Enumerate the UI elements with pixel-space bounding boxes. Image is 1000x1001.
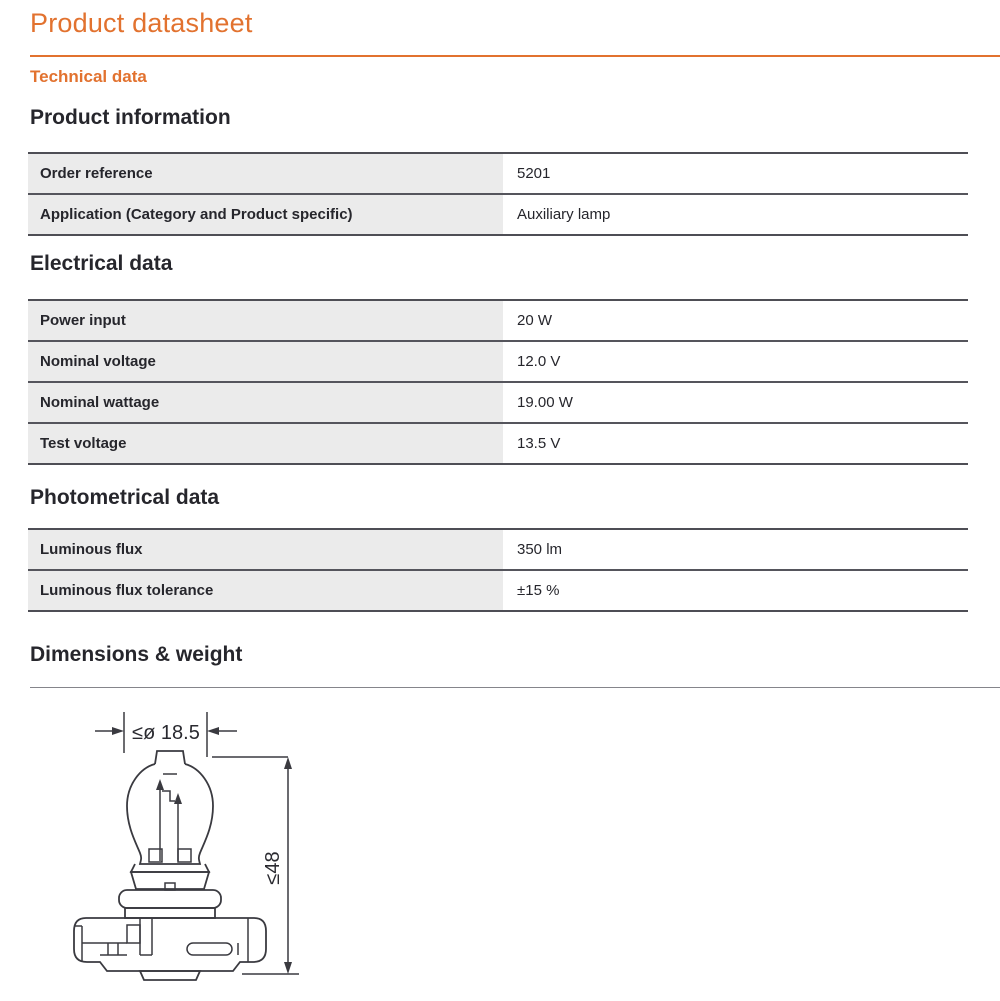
row-label: Application (Category and Product specific) [28, 195, 503, 234]
table-row [28, 301, 968, 340]
height-dimension [212, 757, 299, 974]
row-value: Auxiliary lamp [517, 206, 611, 223]
photometrical-data-table [28, 528, 968, 612]
section-heading-product-information: Product information [30, 106, 231, 129]
row-value: 19.00 W [517, 394, 573, 411]
lamp-base [74, 864, 266, 980]
dimension-diagram [55, 700, 305, 1000]
row-label: Test voltage [28, 424, 503, 463]
table-row [28, 422, 968, 463]
row-label: Luminous flux tolerance [28, 571, 503, 610]
base-bottom-tab [140, 971, 200, 980]
table-row [28, 381, 968, 422]
bulb-glass [127, 751, 213, 864]
row-value: 13.5 V [517, 435, 561, 452]
width-dimension-label: ≤ø 18.5 [132, 722, 200, 744]
row-label: Luminous flux [28, 530, 503, 569]
section-heading-dimensions-weight: Dimensions & weight [30, 643, 243, 666]
title-divider [30, 55, 1000, 57]
height-dimension-label: ≤48 [262, 851, 284, 885]
table-row [28, 340, 968, 381]
bulb-nipple [155, 751, 185, 764]
dimensions-divider [30, 687, 1000, 688]
section-heading-photometrical-data: Photometrical data [30, 486, 220, 509]
product-information-table [28, 152, 968, 236]
table-row [28, 569, 968, 610]
row-value: 20 W [517, 312, 553, 329]
lamp-technical-drawing [55, 700, 305, 1000]
page-subtitle: Technical data [30, 67, 147, 86]
electrical-data-table [28, 299, 968, 465]
table-row [28, 193, 968, 234]
row-value: 350 lm [517, 541, 563, 558]
row-label: Order reference [28, 154, 503, 193]
row-value: ±15 % [517, 582, 560, 599]
row-label: Nominal wattage [28, 383, 503, 422]
table-row [28, 154, 968, 193]
row-value: 5201 [517, 165, 551, 182]
row-label: Power input [28, 301, 503, 340]
section-heading-electrical-data: Electrical data [30, 252, 173, 275]
row-label: Nominal voltage [28, 342, 503, 381]
table-row [28, 530, 968, 569]
base-flange [74, 918, 266, 971]
page-title: Product datasheet [30, 8, 253, 38]
row-value: 12.0 V [517, 353, 561, 370]
